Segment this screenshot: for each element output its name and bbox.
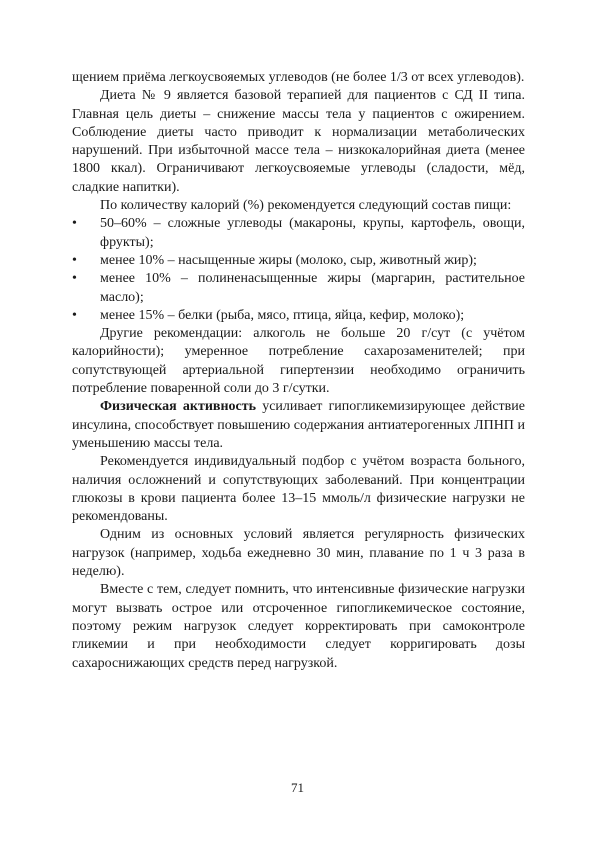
paragraph-diet-9: Диета № 9 является базовой терапией для пациентов с СД II типа. Главная цель диеты – снижение массы тела у пациентов с ожирением. Соблюдение диеты часто приводит к нормализации метаболических нарушений. При избыточной массе тела – низкокалорийная диета (менее 1800 ккал). Ограничивают легкоусвояемые углеводы (сладости, мёд, сладкие напитки). [72, 88, 525, 195]
paragraph-warning: Вместе с тем, следует помнить, что интенсивные физические нагрузки могут вызвать острое или отсроченное гипогликемическое состояние, поэтому режим нагрузок следует корректировать при самоконтроле гликемии и при необходимости следует корригировать дозы сахароснижающих средств перед нагрузкой. [72, 582, 525, 671]
paragraph-physical-activity [72, 398, 525, 453]
paragraph-calorie-composition: По количеству калорий (%) рекомендуется следующий состав пищи: [100, 198, 512, 214]
bullet-icon: • [72, 216, 77, 232]
page-body [72, 69, 525, 673]
list-item-text: менее 10% – полиненасыщенные жиры (маргарин, растительное масло); [100, 271, 525, 305]
paragraph-regularity: Одним из основных условий является регулярность физических нагрузок (например, ходьба ежедневно 30 мин, плавание по 1 ч 3 раза в неделю). [72, 527, 525, 580]
list-item [72, 307, 525, 325]
page-number: 71 [291, 780, 304, 795]
list-item-text: 50–60% – сложные углеводы (макароны, крупы, картофель, овощи, фрукты); [100, 216, 525, 250]
paragraph-individual-selection: Рекомендуется индивидуальный подбор с учётом возраста больного, наличия осложнений и сопутствующих заболеваний. При концентрации глюкозы в крови пациента более 13–15 ммоль/л физические нагрузки не рекомендованы. [72, 454, 525, 525]
bullet-icon: • [72, 271, 77, 287]
physical-activity-text: усиливает гипогликемизирующее действие инсулина, способствует повышению содержания антиатерогенных ЛПНП и уменьшению массы тела. [72, 399, 525, 451]
bullet-icon: • [72, 252, 77, 268]
composition-list [72, 215, 525, 325]
list-item-text: менее 10% – насыщенные жиры (молоко, сыр, животный жир); [100, 252, 477, 268]
list-item [72, 252, 525, 270]
list-item [72, 270, 525, 307]
paragraph-other-recommendations: Другие рекомендации: алкоголь не больше 20 г/сут (с учётом калорийности); умеренное потребление сахарозаменителей; при сопутствующей артериальной гипертензии необходимо ограничить потребление поваренной соли до 3 г/сутки. [72, 326, 525, 397]
list-item [72, 215, 525, 252]
physical-activity-term: Физическая активность [100, 399, 257, 415]
list-item-text: менее 15% – белки (рыба, мясо, птица, яйца, кефир, молоко); [100, 307, 465, 323]
bullet-icon: • [72, 307, 77, 323]
paragraph-continuation: щением приёма легкоусвояемых углеводов (не более 1/3 от всех углеводов). [72, 70, 525, 85]
